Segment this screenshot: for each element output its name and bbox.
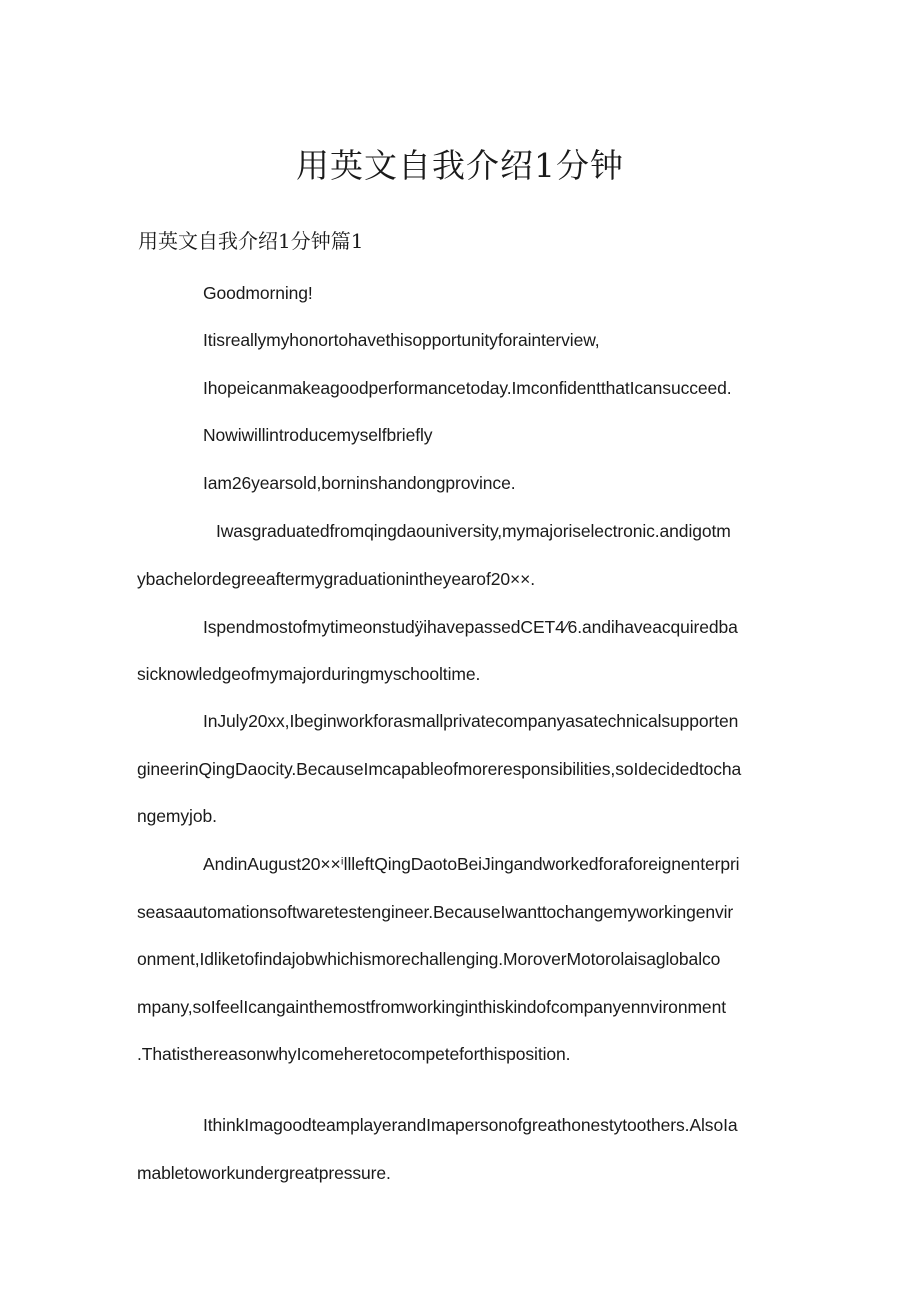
paragraph-line: Goodmorning!: [203, 283, 313, 303]
paragraph-line: IspendmostofmytimeonstudÿihavepassedCET4∕6.andihaveacquiredba: [203, 617, 738, 637]
paragraph-line: Ihopeicanmakeagoodperformancetoday.ImconfidentthatIcansucceed.: [203, 378, 732, 398]
paragraph-line: mabletoworkundergreatpressure.: [137, 1163, 391, 1183]
paragraph-line: Nowiwillintroducemyselfbriefly: [203, 425, 433, 445]
paragraph-line: ngemyjob.: [137, 806, 217, 826]
paragraph-line: onment,Idliketofindajobwhichismorechallenging.MoroverMotorolaisaglobalco: [137, 949, 721, 969]
paragraph-line: .ThatisthereasonwhyIcomeheretocompeteforthisposition.: [137, 1044, 571, 1064]
paragraph-line: mpany,soIfeelIcangainthemostfromworkinginthiskindofcompanyennvironment: [137, 997, 726, 1017]
paragraph-line: Itisreallymyhonortohavethisopportunityforainterview,: [203, 330, 600, 350]
paragraph-line: InJuly20xx,Ibeginworkforasmallprivatecompanyasatechnicalsupporten: [203, 711, 739, 731]
section-heading: 用英文自我介绍1分钟篇1: [138, 229, 364, 253]
document-title: 用英文自我介绍1分钟: [296, 146, 624, 185]
paragraph-line: ybachelordegreeaftermygraduationintheyearof20××.: [137, 569, 535, 589]
paragraph-line: IthinkImagoodteamplayerandImapersonofgreathonestytoothers.AlsoIa: [203, 1115, 738, 1135]
paragraph-line: gineerinQingDaocity.BecauseImcapableofmoreresponsibilities,soIdecidedtocha: [137, 759, 742, 779]
paragraph-line: sicknowledgeofmymajorduringmyschooltime.: [137, 664, 481, 684]
paragraph-line: seasaautomationsoftwaretestengineer.BecauseIwanttochangemyworkingenvir: [137, 902, 734, 922]
paragraph-line: Iam26yearsold,borninshandongprovince.: [203, 473, 516, 493]
paragraph-line: Iwasgraduatedfromqingdaouniversity,mymajoriselectronic.andigotm: [216, 521, 731, 541]
paragraph-line: AndinAugust20××ⁱllleftQingDaotoBeiJingandworkedforaforeignenterpri: [203, 854, 740, 874]
